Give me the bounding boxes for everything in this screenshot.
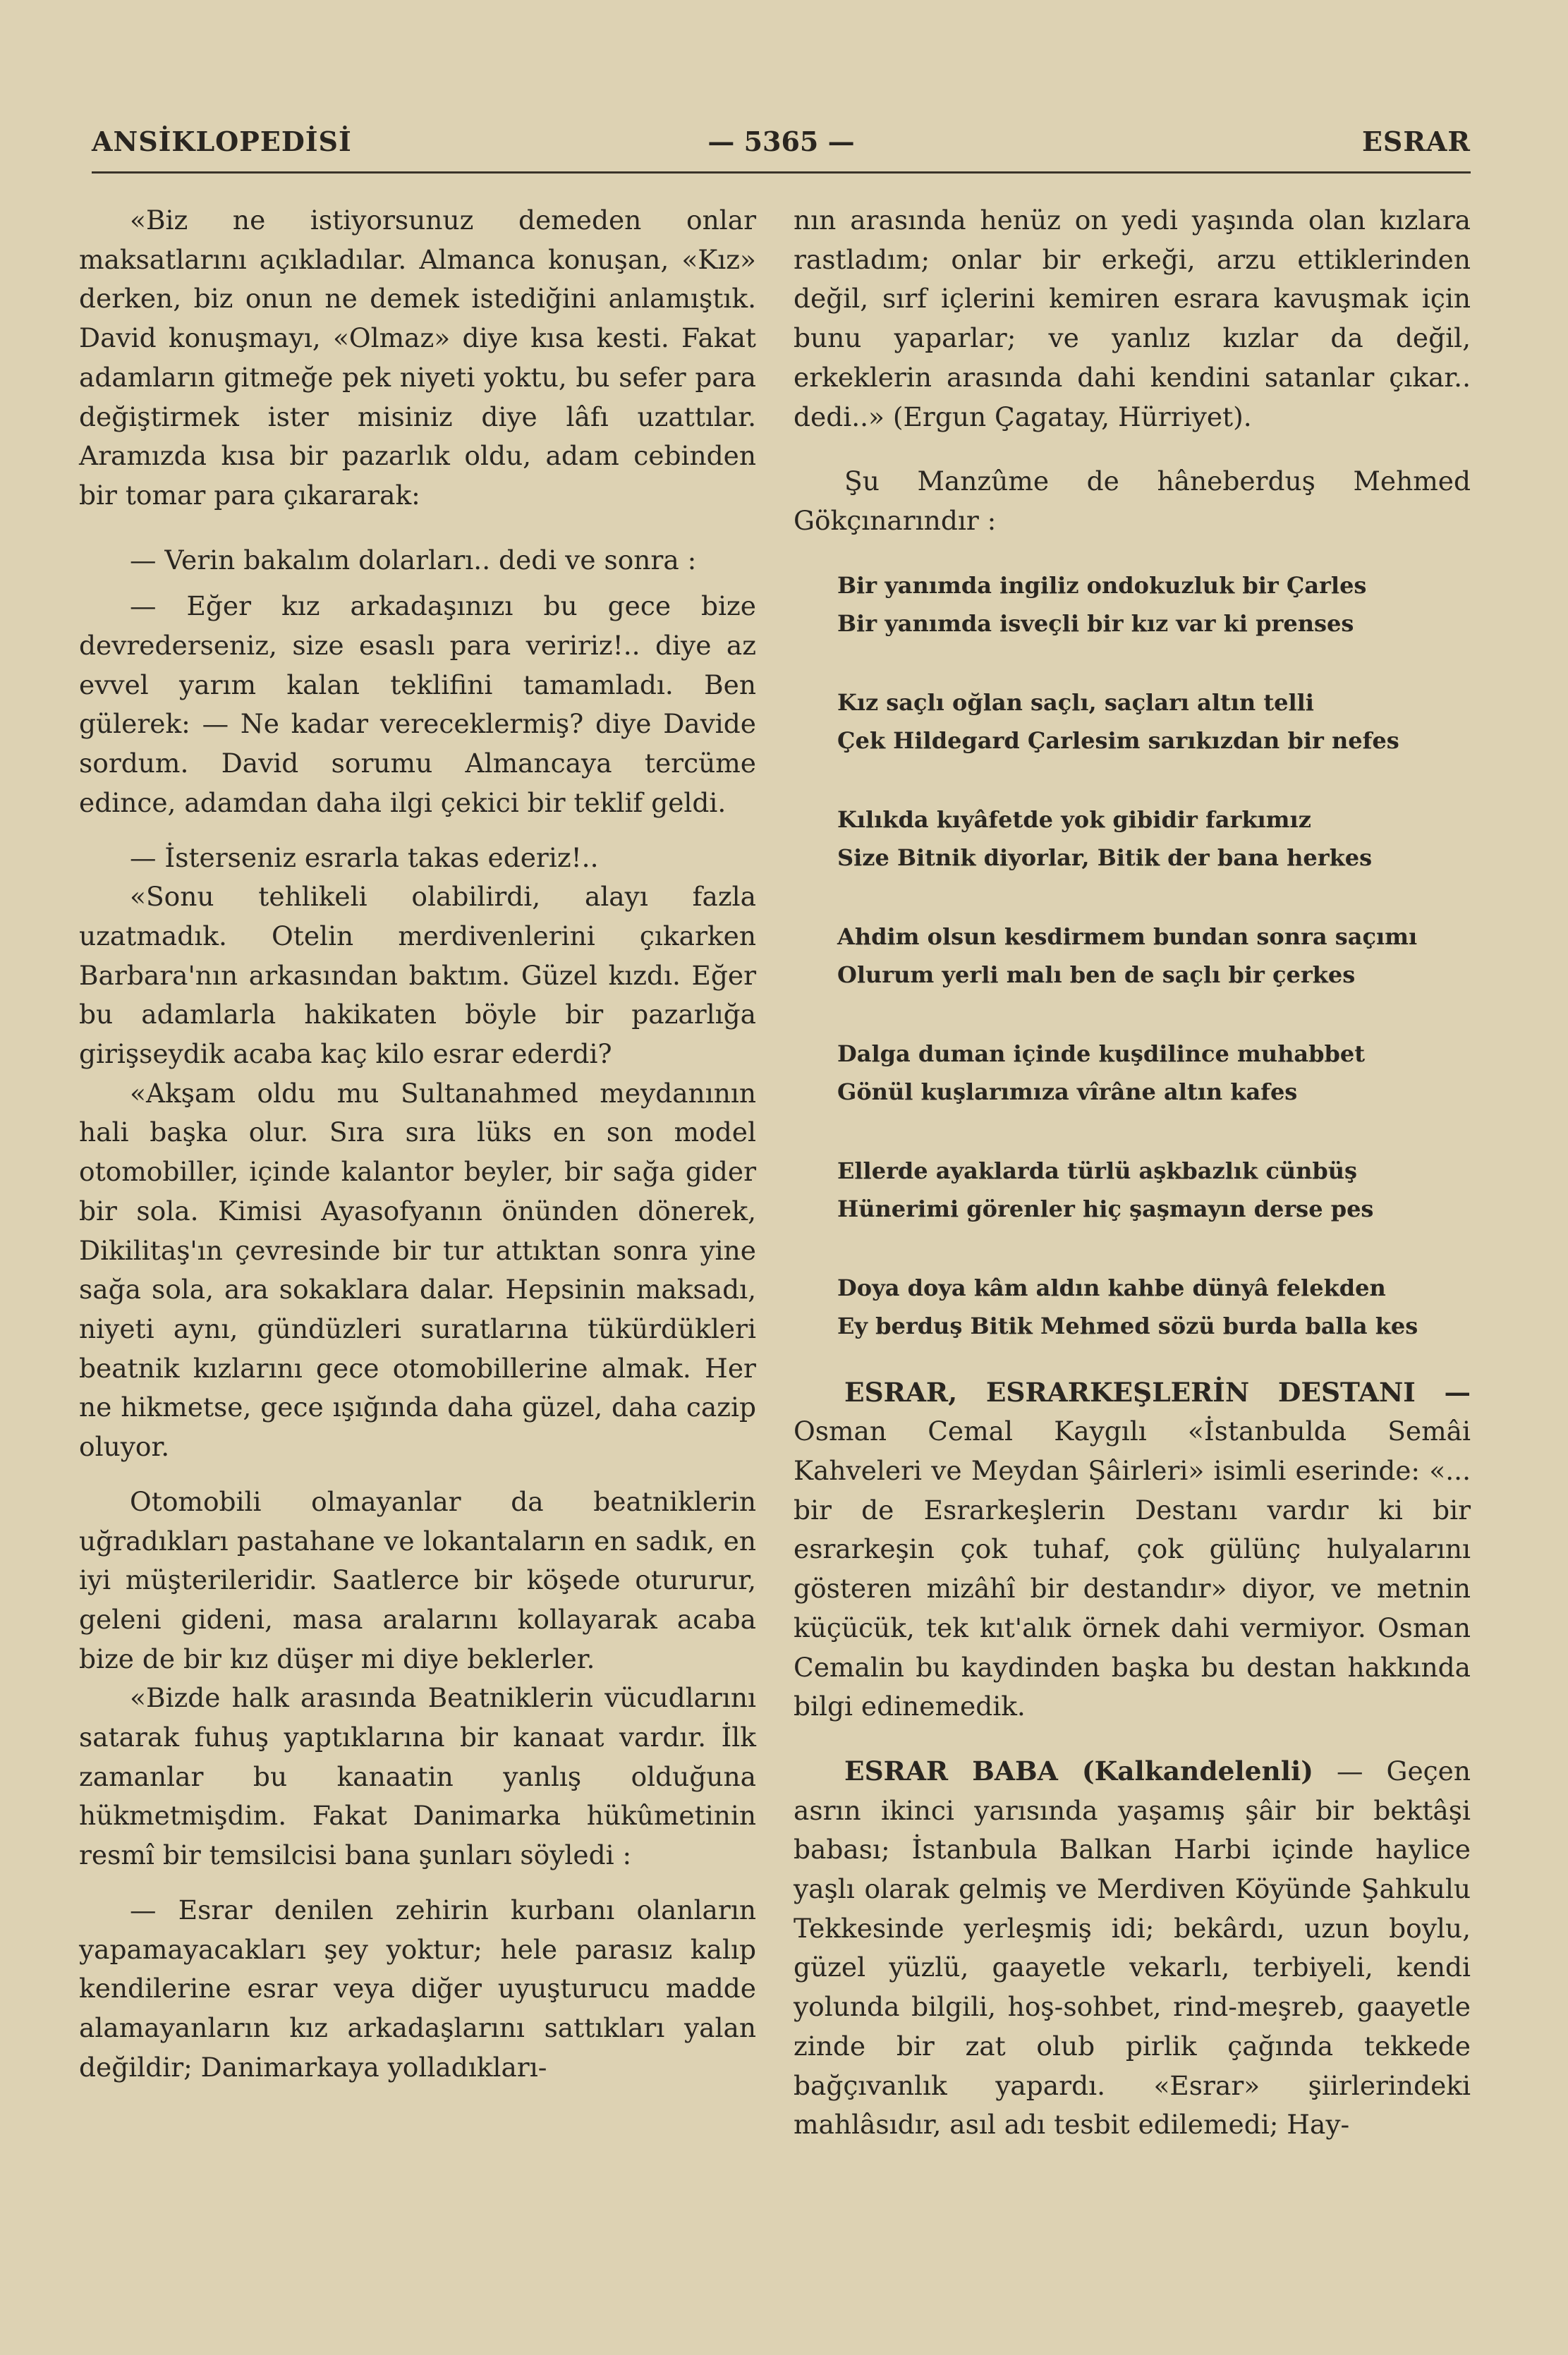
poem-stanza bbox=[837, 683, 1471, 760]
entry-esrarkeslerin-destani bbox=[794, 1373, 1471, 1727]
paragraph: — Verin bakalım dolarları.. dedi ve sonra : bbox=[130, 544, 697, 576]
poem-stanza bbox=[837, 1152, 1471, 1228]
entry-title: ESRAR BABA (Kalkandelenli) bbox=[844, 1755, 1314, 1787]
header-page-number: — 5365 — bbox=[707, 126, 855, 157]
poem-line: Dalga duman içinde kuşdilince muhabbet bbox=[837, 1040, 1366, 1067]
poem-line: Çek Hildegard Çarlesim sarıkızdan bir nefes bbox=[837, 726, 1399, 754]
entry-text: — Geçen asrın ikinci yarısında yaşamış şâir bir bektâşi babası; İstanbula Balkan Harbi içinde haylice yaşlı olarak gelmiş ve Merdiven Köyünde Şahkulu Tekkesinde yerleşmiş idi; bekârdı, uzun boylu, güzel yüzlü, gaayetle vekarlı, terbiyeli, kendi yolunda bilgili, hoş-sohbet, rind-meşreb, gaayetle zinde bir zat olub pirlik çağında tekkede bağçıvanlık yapardı. «Esrar» şiirlerindeki mahlâsıdır, asıl adı tesbit edilemedi; Hay- bbox=[794, 1755, 1471, 2141]
poem-line: Ellerde ayaklarda türlü aşkbazlık cünbüş bbox=[837, 1157, 1357, 1184]
paragraph: — Eğer kız arkadaşınızı bu gece bize devrederseniz, size esaslı para veririz!.. diye az evvel yarım kalan teklifini tamamladı. Ben gülerek: — Ne kadar vereceklermiş? diye Davide sordum. David sorumu Almancaya tercüme edince, adamdan daha ilgi çekici bir teklif geldi. bbox=[79, 590, 756, 818]
poem-stanza bbox=[837, 918, 1471, 994]
poem-line: Kılıkda kıyâfetde yok gibidir farkımız bbox=[837, 805, 1311, 833]
poem-line: Hünerimi görenler hiç şaşmayın derse pes bbox=[837, 1195, 1374, 1222]
poem-line: Bir yanımda isveçli bir kız var ki prenses bbox=[837, 609, 1354, 637]
entry-esrar-baba bbox=[794, 1752, 1471, 2145]
paragraph: «Bizde halk arasında Beatniklerin vücudlarını satarak fuhuş yaptıklarına bir kanaat vardır. İlk zamanlar bu kanaatin yanlış olduğuna hükmetmişdim. Fakat Danimarka hükûmetinin resmî bir temsilcisi bana şunları söyledi : bbox=[79, 1682, 756, 1871]
poem-line: Ahdim olsun kesdirmem bundan sonra saçımı bbox=[837, 923, 1418, 950]
page-header bbox=[92, 126, 1471, 168]
poem-line: Bir yanımda ingiliz ondokuzluk bir Çarles bbox=[837, 571, 1367, 599]
paragraph: Otomobili olmayanlar da beatniklerin uğradıkları pastahane ve lokantaların en sadık, en iyi müşterileridir. Saatlerce bir köşede otururur, geleni gideni, masa aralarını kollayarak acaba bize de bir kız düşer mi diye beklerler. bbox=[79, 1485, 756, 1674]
poem-stanza bbox=[837, 1035, 1471, 1111]
poem-stanza bbox=[837, 1269, 1471, 1345]
paragraph: «Biz ne istiyorsunuz demeden onlar maksatlarını açıkladılar. Almanca konuşan, «Kız» derken, biz onun ne demek istediğini anlamıştık. David konuşmayı, «Olmaz» diye kısa kesti. Fakat adamların gitmeğe pek niyeti yoktu, bu sefer para değiştirmek ister misiniz diye lâfı uzattılar. Aramızda kısa bir pazarlık oldu, adam cebinden bir tomar para çıkararak: bbox=[79, 205, 756, 511]
left-column bbox=[79, 201, 756, 2087]
poem-line: Size Bitnik diyorlar, Bitik der bana herkes bbox=[837, 844, 1373, 871]
poem-stanza bbox=[837, 801, 1471, 877]
poem-line: Kız saçlı oğlan saçlı, saçları altın telli bbox=[837, 688, 1314, 716]
header-encyclopedia-title: ANSİKLOPEDİSİ bbox=[92, 126, 352, 157]
entry-text: Osman Cemal Kaygılı «İstanbulda Semâi Kahveleri ve Meydan Şâirleri» isimli eserinde: «... bir de Esrarkeşlerin Destanı vardır ki bir esrarkeşin çok tuhaf, çok gülünç hulyalarını gösteren mizâhî bir destandır» diyor, ve metnin küçücük, tek kıt'alık örnek dahi vermiyor. Osman Cemalin bu kaydinden başka bu destan hakkında bilgi edinemedik. bbox=[794, 1416, 1471, 1722]
poem-line: Doya doya kâm aldın kahbe dünyâ felekden bbox=[837, 1274, 1386, 1301]
poem-line: Ey berduş Bitik Mehmed sözü burda balla kes bbox=[837, 1312, 1418, 1339]
poem-intro: Şu Manzûme de hâneberduş Mehmed Gökçınarındır : bbox=[794, 465, 1471, 536]
paragraph: nın arasında henüz on yedi yaşında olan kızlara rastladım; onlar bir erkeği, arzu ettiklerinden değil, sırf içlerini kemiren esrara kavuşmak için bunu yaparlar; ve yanlız kızlar da değil, erkeklerin arasında dahi kendini satanlar çıkar.. dedi..» (Ergun Çagatay, Hürriyet). bbox=[794, 205, 1471, 432]
paragraph: «Sonu tehlikeli olabilirdi, alayı fazla uzatmadık. Otelin merdivenlerini çıkarken Barbara'nın arkasından baktım. Güzel kızdı. Eğer bu adamlarla hakikaten böyle bir pazarlığa girişseydik acaba kaç kilo esrar ederdi? bbox=[79, 881, 756, 1070]
paragraph: — İsterseniz esrarla takas ederiz!.. bbox=[130, 841, 599, 873]
poem-stanza bbox=[837, 566, 1471, 643]
poem-line: Gönül kuşlarımıza vîrâne altın kafes bbox=[837, 1078, 1298, 1105]
poem bbox=[837, 566, 1471, 1345]
header-rule bbox=[92, 171, 1471, 174]
entry-title: ESRAR, ESRARKEŞLERİN DESTANI — bbox=[844, 1376, 1471, 1408]
right-column bbox=[794, 201, 1471, 2145]
paragraph: «Akşam oldu mu Sultanahmed meydanının hali başka olur. Sıra sıra lüks en son model otomobiller, içinde kalantor beyler, bir sağa gider bir sola. Kimisi Ayasofyanın önünden dönerek, Dikilitaş'ın çevresinde bir tur attıktan sonra yine sağa sola, ara sokaklara dalar. Hepsinin maksadı, niyeti aynı, gündüzleri suratlarına tükürdükleri beatnik kızlarını gece otomobillerine almak. Her ne hikmetse, gece ışığında daha güzel, daha cazip oluyor. bbox=[79, 1077, 756, 1463]
paragraph: — Esrar denilen zehirin kurbanı olanların yapamayacakları şey yoktur; hele parasız kalıp kendilerine esrar veya diğer uyuşturucu madde alamayanların kız arkadaşlarını sattıkları yalan değildir; Danimarkaya yolladıkları- bbox=[79, 1894, 756, 2083]
poem-line: Olurum yerli malı ben de saçlı bir çerkes bbox=[837, 961, 1356, 988]
header-entry-word: ESRAR bbox=[1361, 126, 1471, 157]
